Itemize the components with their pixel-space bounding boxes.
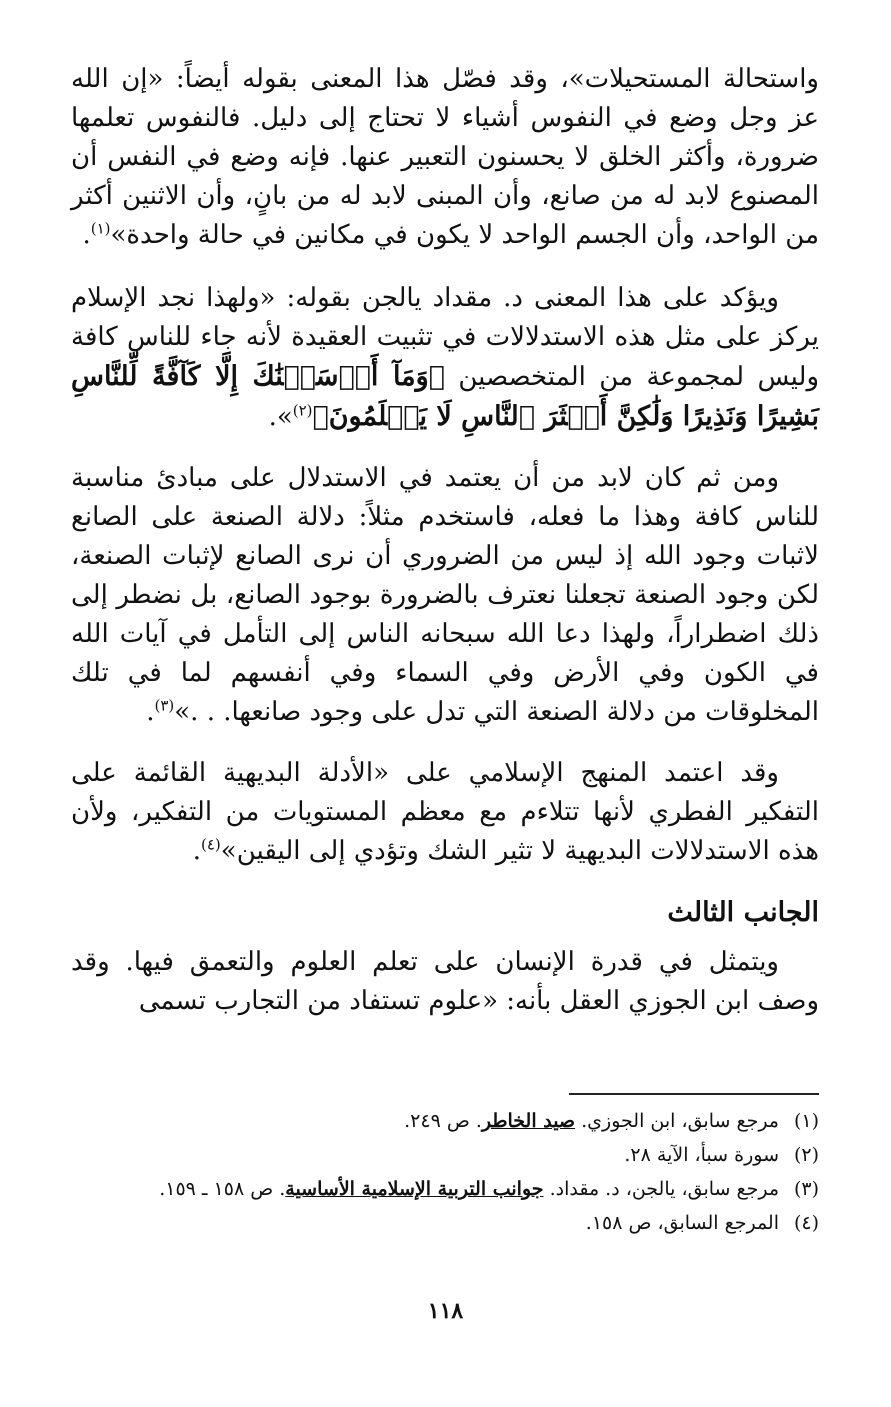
quran-verse: ﴿وَمَآ أَرۡسَلۡنَٰكَ إِلَّا كَآفَّةً لِّلنَّاسِ بَشِيرًا وَنَذِيرًا وَلَٰكِنَّ أَكۡثَرَ ٱلنَّاسِ لَا يَعۡلَمُونَ﴾ (71, 361, 819, 432)
page-body (71, 60, 819, 1043)
footnote-book-title: صيد الخاطر (481, 1110, 576, 1132)
paragraph-4-end: . (192, 836, 201, 866)
footnote-number: (٤) (793, 1212, 819, 1234)
paragraph-1 (71, 60, 819, 255)
paragraph-4 (71, 754, 819, 871)
footnote-4 (71, 1208, 819, 1239)
footnote-number: (٢) (793, 1144, 819, 1166)
footnote-book-title: جوانب التربية الإسلامية الأساسية (285, 1178, 544, 1200)
paragraph-1-text: واستحالة المستحيلات»، وقد فصّل هذا المعنى بقوله أيضاً: «إن الله عز وجل وضع في النفوس أشياء لا تحتاج إلى دليل. فالنفوس تعلمها ضرورة، وأكثر الخلق لا يحسنون التعبير عنها. فإنه وضع في النفس أن المصنوع لابد له من صانع، وأن المبنى لابد له من بانٍ، وأن الاثنين أكثر من الواحد، وأن الجسم الواحد لا يكون في مكانين في حالة واحدة» (71, 64, 819, 250)
paragraph-3 (71, 459, 819, 732)
footnote-text (71, 1174, 779, 1205)
footnote-2 (71, 1140, 819, 1171)
paragraph-3-text: ومن ثم كان لابد من أن يعتمد في الاستدلال على مبادئ مناسبة للناس كافة وهذا ما فعله، فاستخدم مثلاً: دلالة الصنعة على الصانع لاثبات وجود الله إذ ليس من الضروري أن نرى الصانع لإثبات الصنعة، لكن وجود الصنعة تجعلنا نعترف بالضرورة بوجود الصانع، بل نضطر إلى ذلك اضطراراً، ولهذا دعا الله سبحانه الناس إلى التأمل في آيات الله في الكون وفي الأرض وفي السماء وفي أنفسهم لما في تلك المخلوقات من دلالة الصنعة التي تدل على وجود صانعها. . .» (71, 463, 819, 727)
footnote-after: . ص ٢٤٩. (404, 1110, 482, 1132)
footnote-number: (١) (793, 1110, 819, 1132)
footnote-before: مرجع سابق، يالجن، د. مقداد. (549, 1178, 779, 1200)
footnote-before: المرجع السابق، ص ١٥٨. (585, 1212, 779, 1234)
paragraph-2-end: ». (268, 402, 293, 432)
footnote-ref-2: (٢) (292, 401, 313, 420)
section-heading: الجانب الثالث (667, 897, 819, 928)
paragraph-4-text: وقد اعتمد المنهج الإسلامي على «الأدلة البديهية القائمة على التفكير الفطري لأنها تتلاءم مع معظم المستويات من التفكير، ولأن هذه الاستدلالات البديهية لا تثير الشك وتؤدي إلى اليقين» (71, 758, 819, 866)
paragraph-5 (71, 943, 819, 1021)
paragraph-2 (71, 279, 819, 437)
footnote-divider (569, 1093, 819, 1095)
footnote-text (71, 1140, 779, 1171)
paragraph-2-text: ويؤكد على هذا المعنى د. مقداد يالجن بقوله: «ولهذا نجد الإسلام يركز على مثل هذه الاستدلالات في تثبيت العقيدة لأنه جاء للناس كافة وليس لمجموعة من المتخصصين (71, 283, 819, 392)
footnote-text (71, 1106, 779, 1137)
footnote-ref-1: (١) (90, 219, 111, 238)
footnote-3 (71, 1174, 819, 1205)
footnote-before: مرجع سابق، ابن الجوزي. (581, 1110, 779, 1132)
footnotes (71, 1106, 819, 1242)
footnote-text (71, 1208, 779, 1239)
footnote-1 (71, 1106, 819, 1137)
footnote-before: سورة سبأ، الآية ٢٨. (624, 1144, 779, 1166)
footnote-after: . ص ١٥٨ ـ ١٥٩. (159, 1178, 286, 1200)
paragraph-5-text: ويتمثل في قدرة الإنسان على تعلم العلوم والتعمق فيها. وقد وصف ابن الجوزي العقل بأنه: «علوم تستفاد من التجارب تسمى (71, 947, 819, 1016)
paragraph-3-end: . (146, 697, 155, 727)
footnote-ref-3: (٣) (154, 696, 175, 715)
page-number: ١١٨ (427, 1298, 464, 1324)
paragraph-1-end: . (82, 220, 91, 250)
footnote-ref-4: (٤) (201, 835, 221, 854)
footnote-number: (٣) (793, 1178, 819, 1200)
